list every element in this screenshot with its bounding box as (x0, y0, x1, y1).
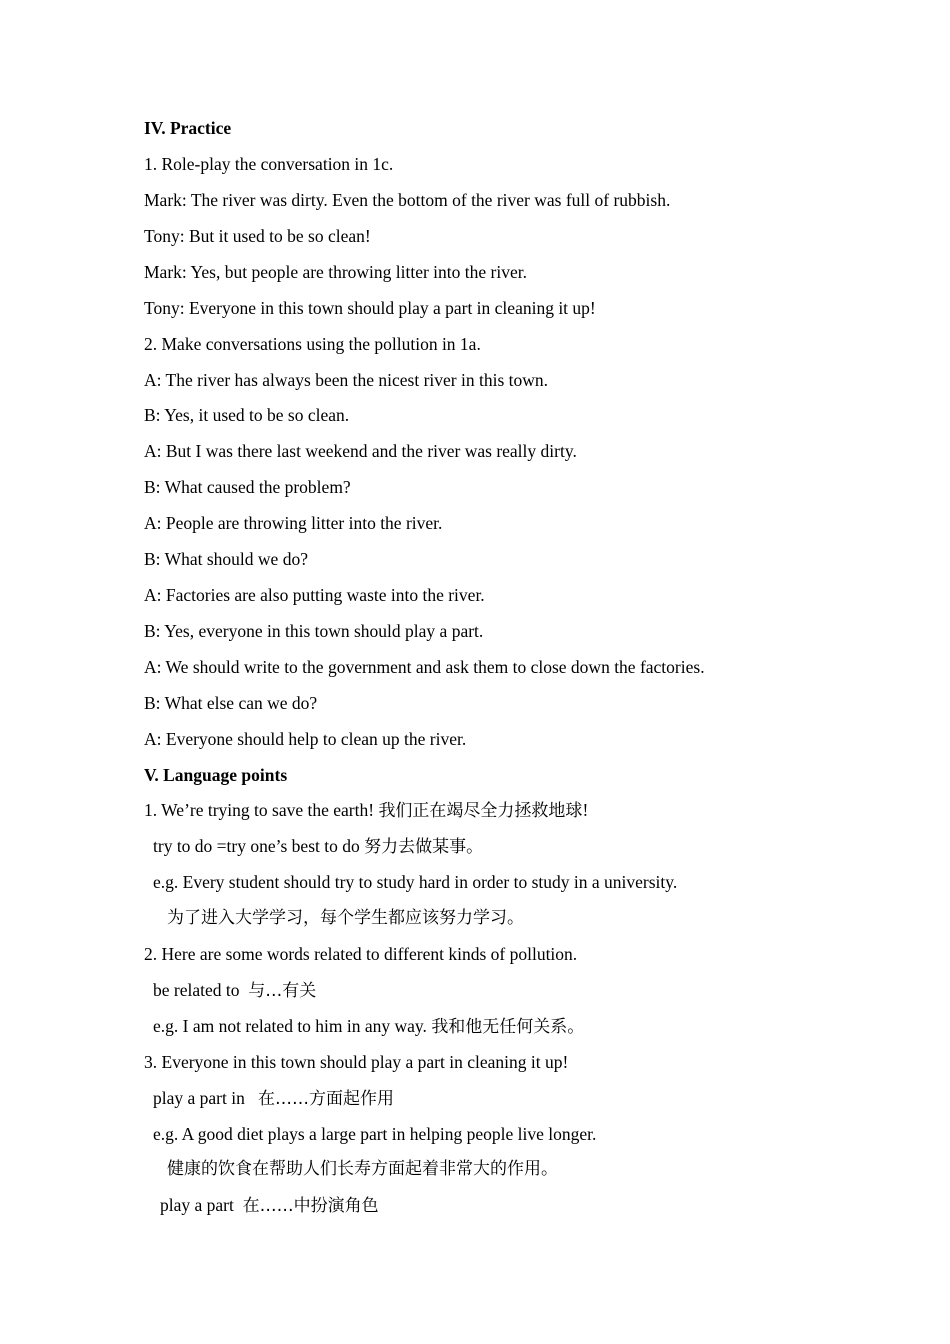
point-english: 1. We’re trying to save the earth! (144, 800, 375, 820)
dialogue-line: B: What caused the problem? (144, 477, 351, 497)
language-point-3: 3. Everyone in this town should play a part in cleaning it up! (144, 1052, 569, 1072)
dialogue-line: A: The river has always been the nicest river in this town. (144, 370, 549, 390)
phrase-line (153, 1087, 394, 1110)
dialogue-line: B: What else can we do? (144, 693, 318, 713)
dialogue-line: Tony: But it used to be so clean! (144, 226, 371, 246)
practice-heading: IV. Practice (144, 118, 232, 138)
phrase-english: play a part (160, 1195, 234, 1215)
dialogue-line: A: We should write to the government and ask them to close down the factories. (144, 657, 705, 677)
language-point-2: 2. Here are some words related to different kinds of pollution. (144, 944, 578, 964)
language-points-heading: V. Language points (144, 765, 288, 785)
phrase-chinese: 努力去做某事。 (364, 837, 484, 857)
dialogue-line: A: People are throwing litter into the river. (144, 513, 443, 533)
dialogue-line: A: Everyone should help to clean up the river. (144, 729, 467, 749)
example-sentence: e.g. A good diet plays a large part in helping people live longer. (153, 1124, 597, 1144)
dialogue-line: A: Factories are also putting waste into the river. (144, 585, 485, 605)
phrase-english: be related to (153, 980, 240, 1000)
phrase-line (160, 1194, 379, 1217)
dialogue-line: Mark: The river was dirty. Even the bottom of the river was full of rubbish. (144, 190, 671, 210)
point-end-mark: ! (582, 800, 589, 820)
language-point-1 (144, 799, 588, 822)
example-sentence (153, 1015, 584, 1038)
phrase-english: play a part in (153, 1088, 245, 1108)
point-chinese: 我们正在竭尽全力拯救地球 (378, 801, 583, 821)
phrase-line (153, 835, 483, 858)
phrase-chinese: 在……中扮演角色 (242, 1196, 379, 1216)
example-sentence: e.g. Every student should try to study hard in order to study in a university. (153, 872, 678, 892)
dialogue-line: B: What should we do? (144, 549, 308, 569)
example-translation: 健康的饮食在帮助人们长寿方面起着非常大的作用。 (167, 1159, 558, 1179)
dialogue-line: B: Yes, everyone in this town should play a part. (144, 621, 484, 641)
phrase-chinese: 与…有关 (248, 981, 317, 1001)
phrase-chinese: 在……方面起作用 (257, 1089, 394, 1109)
dialogue-line: B: Yes, it used to be so clean. (144, 405, 350, 425)
example-english: e.g. I am not related to him in any way. (153, 1016, 432, 1036)
phrase-english: try to do =try one’s best to do (153, 836, 365, 856)
practice-item-2: 2. Make conversations using the pollution in 1a. (144, 334, 481, 354)
phrase-line (153, 979, 316, 1002)
dialogue-line: A: But I was there last weekend and the river was really dirty. (144, 441, 577, 461)
practice-item-1: 1. Role-play the conversation in 1c. (144, 154, 394, 174)
example-chinese: 我和他无任何关系。 (431, 1017, 585, 1037)
dialogue-line: Mark: Yes, but people are throwing litter into the river. (144, 262, 527, 282)
dialogue-line: Tony: Everyone in this town should play a part in cleaning it up! (144, 298, 596, 318)
example-translation: 为了进入大学学习，每个学生都应该努力学习。 (167, 908, 524, 928)
